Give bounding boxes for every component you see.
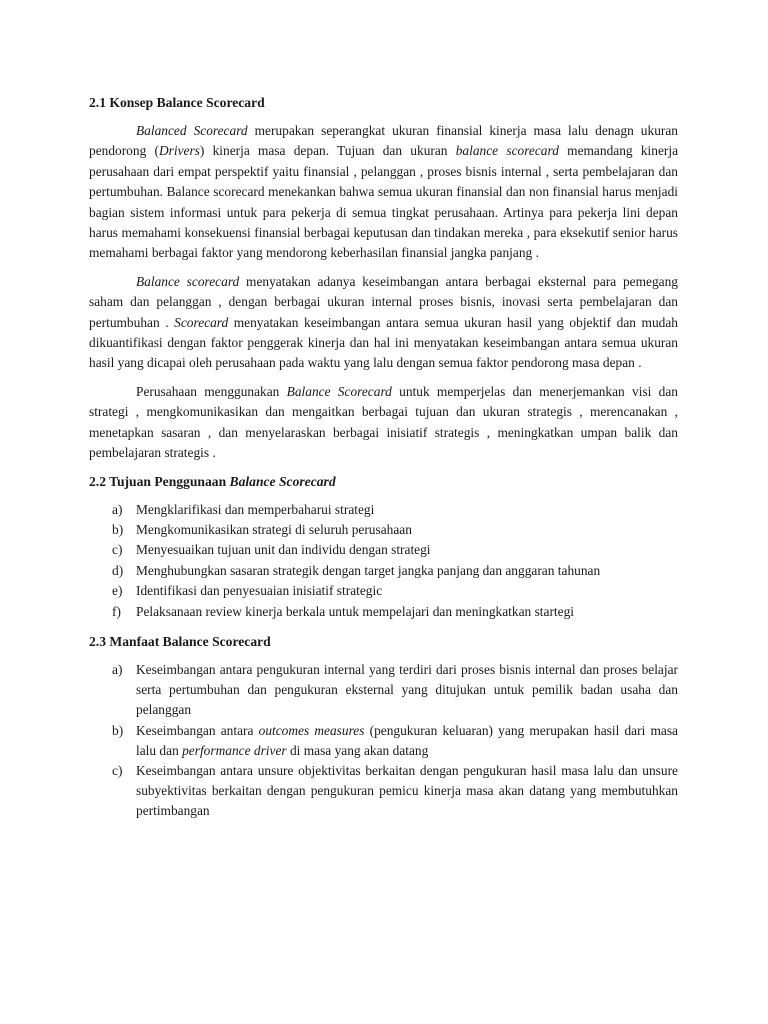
text-run: untuk memperjelas dan menerjemankan visi dan strategi , mengkomunikasikan dan mengaitkan berbagai tujuan dan ukuran strategis , merencanakan , menetapkan sasaran , dan menyelaraskan berbagai inisiatif strategis , meningkatkan umpan balik dan pembelajaran strategis . [89, 383, 678, 461]
list-marker: b) [112, 521, 124, 537]
italic-text-run: Balanced Scorecard [136, 123, 248, 138]
text-run: di masa yang akan datang [286, 742, 429, 758]
list-marker: a) [112, 661, 123, 677]
list-item [89, 660, 678, 721]
text-run: (pengukuran keluaran) yang merupakan hasil dari masa lalu dan [136, 722, 678, 758]
text-run: Identifikasi dan penyesuaian inisiatif strategic [136, 583, 383, 599]
list-item [89, 721, 678, 761]
italic-text-run: Balance Scorecard [229, 473, 336, 489]
list-marker: d) [112, 562, 124, 578]
italic-text-run: Balance Scorecard [286, 383, 392, 399]
italic-text-run: Drivers [158, 143, 200, 159]
paragraph-2 [89, 272, 678, 374]
list-item [89, 520, 678, 540]
text-run: merupakan seperangkat ukuran finansial kinerja masa lalu denagn ukuran pendorong ( [89, 123, 678, 159]
list-item [89, 540, 678, 560]
list-marker: f) [112, 603, 121, 619]
list-tujuan [89, 500, 678, 622]
italic-text-run: outcomes measures [258, 722, 365, 738]
text-run: Keseimbangan antara [136, 722, 259, 738]
text-run: Menghubungkan sasaran strategik dengan target jangka panjang dan anggaran tahunan [136, 562, 601, 578]
text-run: Menyesuaikan tujuan unit dan individu dengan strategi [136, 542, 431, 558]
italic-text-run: Balance scorecard [136, 273, 240, 289]
list-item [89, 500, 678, 520]
list-marker: e) [112, 583, 123, 599]
list-marker: c) [112, 762, 123, 778]
text-run: Mengkomunikasikan strategi di seluruh perusahaan [136, 521, 412, 537]
list-item [89, 561, 678, 581]
document-content [89, 93, 678, 832]
text-run: Perusahaan menggunakan [136, 383, 287, 399]
list-marker: b) [112, 722, 124, 738]
section-heading-tujuan [89, 472, 678, 492]
section-heading-manfaat: 2.3 Manfaat Balance Scorecard [89, 633, 271, 649]
italic-text-run: balance scorecard [455, 143, 559, 159]
list-marker: c) [112, 542, 123, 558]
text-run: Keseimbangan antara pengukuran internal yang terdiri dari proses bisnis internal dan proses belajar serta pertumbuhan dan pengukuran eksternal yang ditujukan untuk pemilik badan usaha dan pelanggan [136, 661, 678, 718]
list-marker: a) [112, 501, 123, 517]
list-item [89, 761, 678, 822]
text-run: menyatakan keseimbangan antara semua ukuran hasil yang objektif dan mudah dikuantifikasi dengan faktor penggerak kinerja dan hal ini menyatakan keseimbangan antara semua ukuran hasil yang dicapai oleh perusahaan pada waktu yang lalu dengan semua faktor pendorong masa depan . [89, 314, 678, 371]
text-run: memandang kinerja perusahaan dari empat perspektif yaitu finansial , pelanggan , proses bisnis internal , serta pembelajaran dan pertumbuhan. Balance scorecard menekankan bahwa semua ukuran finansial dan non finansial harus menjadi bagian sistem informasi untuk para pekerja di semua tingkat perusahaan. Artinya para pekerja lini depan harus memahami konsekuensi finansial berbagai keputusan dan tindakan mereka , para eksekutif senior harus memahami berbagai faktor yang mendorong keberhasilan finansial jangka panjang . [89, 143, 679, 261]
list-item [89, 581, 678, 601]
text-run: Keseimbangan antara unsure objektivitas berkaitan dengan pengukuran hasil masa lalu dan unsure subyektivitas berkaitan dengan pengukuran pemicu kinerja masa akan datang yang membutuhkan pertimbangan [136, 762, 678, 819]
paragraph-1 [89, 121, 678, 264]
italic-text-run: Scorecard [174, 314, 229, 330]
text-run: Pelaksanaan review kinerja berkala untuk mempelajari dan meningkatkan startegi [136, 603, 575, 619]
list-item [89, 602, 678, 622]
text-run: menyatakan adanya keseimbangan antara berbagai eksternal para pemegang saham dan pelanggan , dengan berbagai ukuran internal proses bisnis, inovasi serta pembelajaran dan pertumbuhan . [89, 273, 679, 330]
italic-text-run: performance driver [182, 742, 287, 758]
section-heading-konsep: 2.1 Konsep Balance Scorecard [89, 95, 265, 110]
text-run: Mengklarifikasi dan memperbaharui strategi [136, 501, 375, 517]
text-run: ) kinerja masa depan. Tujuan dan ukuran [199, 143, 456, 159]
paragraph-3 [89, 382, 678, 464]
text-run: 2.2 Tujuan Penggunaan [89, 473, 230, 489]
list-manfaat [89, 660, 678, 822]
